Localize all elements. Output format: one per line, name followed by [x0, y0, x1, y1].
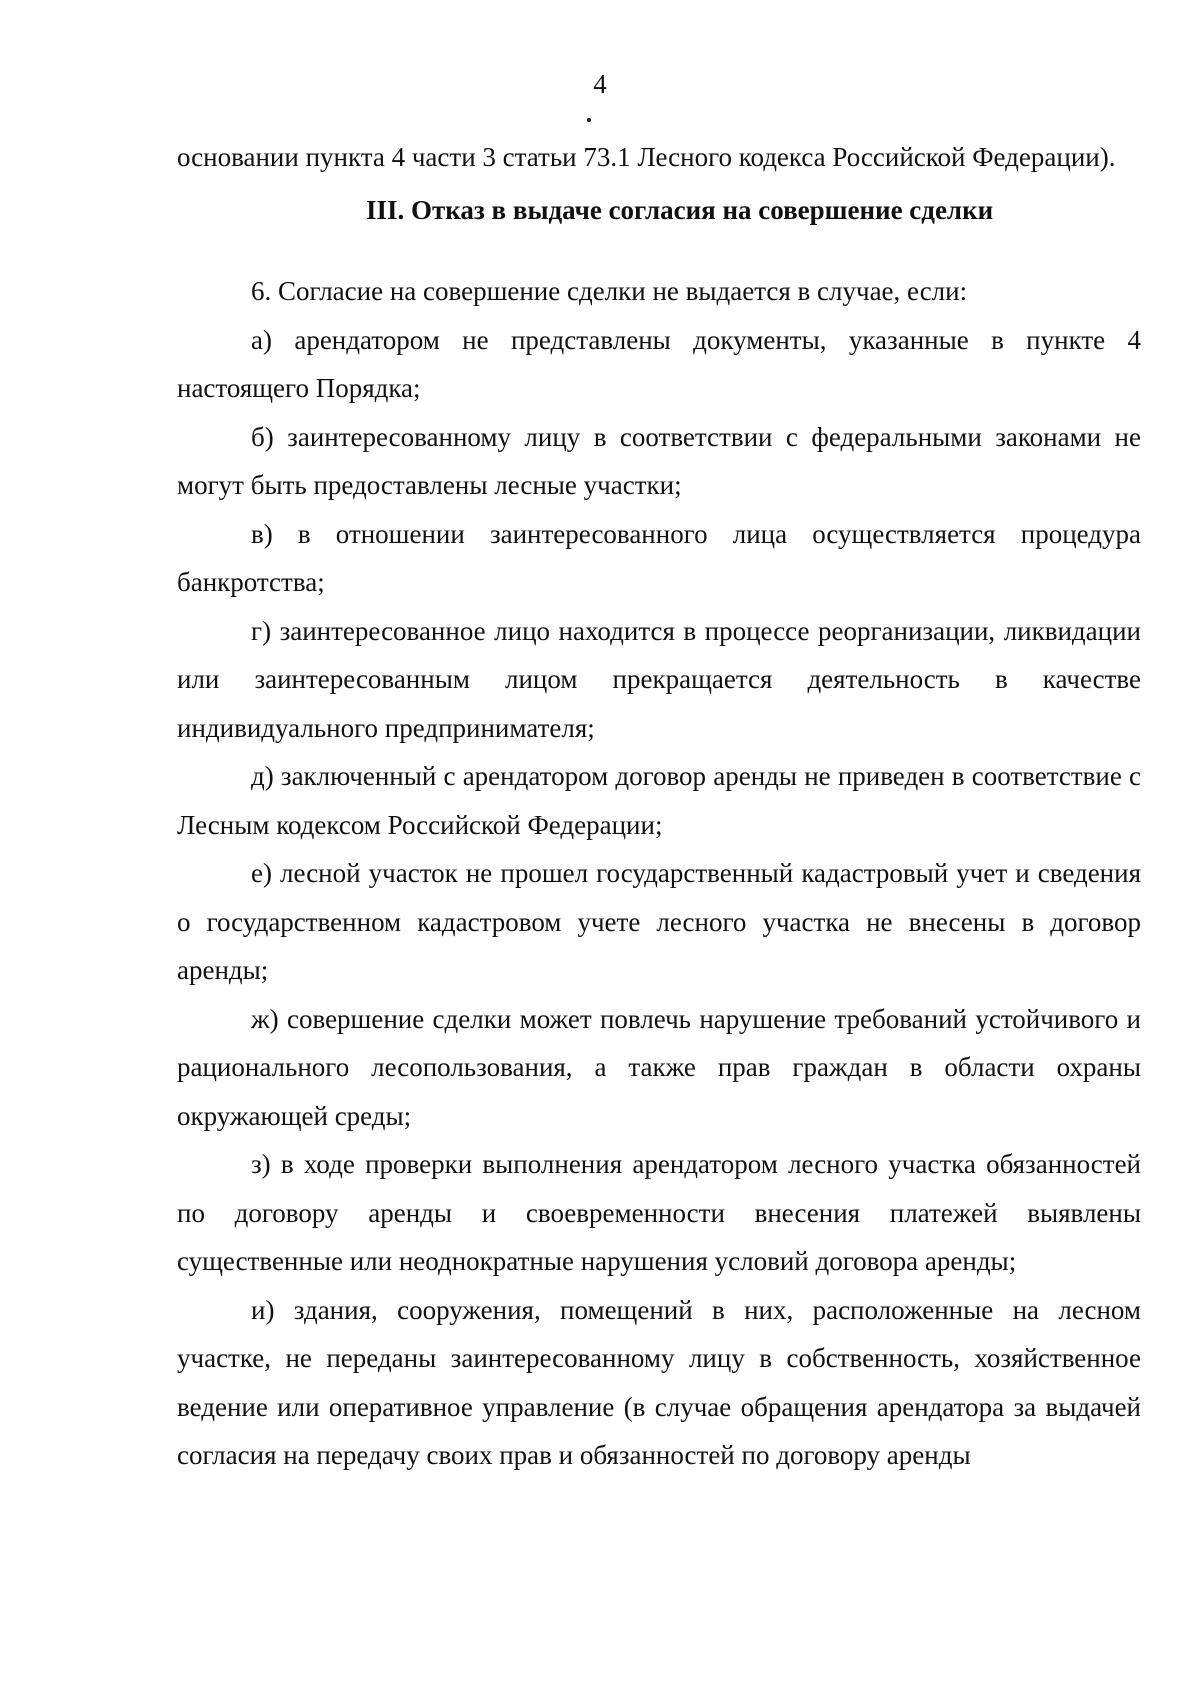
- document-text: [177, 133, 1141, 1480]
- page-number: 4: [593, 69, 607, 99]
- clause-v: в) в отношении заинтересованного лица осуществляется процедура банкротства;: [177, 518, 1141, 597]
- clause-b: б) заинтересованному лицу в соответствии с федеральными законами не могут быть предоставлены лесные участки;: [177, 421, 1141, 500]
- clause-6-intro: 6. Согласие на совершение сделки не выдается в случае, если:: [251, 276, 968, 306]
- scan-speck: [587, 118, 591, 122]
- section-heading: III. Отказ в выдаче согласия на совершение сделки: [366, 194, 994, 225]
- clause-g: г) заинтересованное лицо находится в процессе реорганизации, ликвидации или заинтересованным лицом прекращается деятельность в качестве индивидуального предпринимателя;: [177, 615, 1141, 743]
- clause-z: з) в ходе проверки выполнения арендатором лесного участка обязанностей по договору аренды и своевременности внесения платежей выявлены существенные или неоднократные нарушения условий договора аренды;: [177, 1149, 1141, 1276]
- continuation-paragraph: основании пункта 4 части 3 статьи 73.1 Лесного кодекса Российской Федерации).: [177, 142, 1116, 172]
- clause-e: е) лесной участок не прошел государственный кадастровый учет и сведения о государственном кадастровом учете лесного участка не внесены в договор аренды;: [177, 858, 1141, 985]
- clause-i: и) здания, сооружения, помещений в них, расположенные на лесном участке, не переданы заинтересованному лицу в собственность, хозяйственное ведение или оперативное управление (в случае обращения арендатора за выдачей согласия на передачу своих прав и обязанностей по договору аренды: [177, 1294, 1141, 1470]
- clause-d: д) заключенный с арендатором договор аренды не приведен в соответствие с Лесным кодексом Российской Федерации;: [177, 761, 1141, 840]
- clause-a: а) арендатором не представлены документы, указанные в пункте 4 настоящего Порядка;: [177, 324, 1141, 403]
- clause-zh: ж) совершение сделки может повлечь нарушение требований устойчивого и рационального лесопользования, а также прав граждан в области охраны окружающей среды;: [177, 1003, 1141, 1131]
